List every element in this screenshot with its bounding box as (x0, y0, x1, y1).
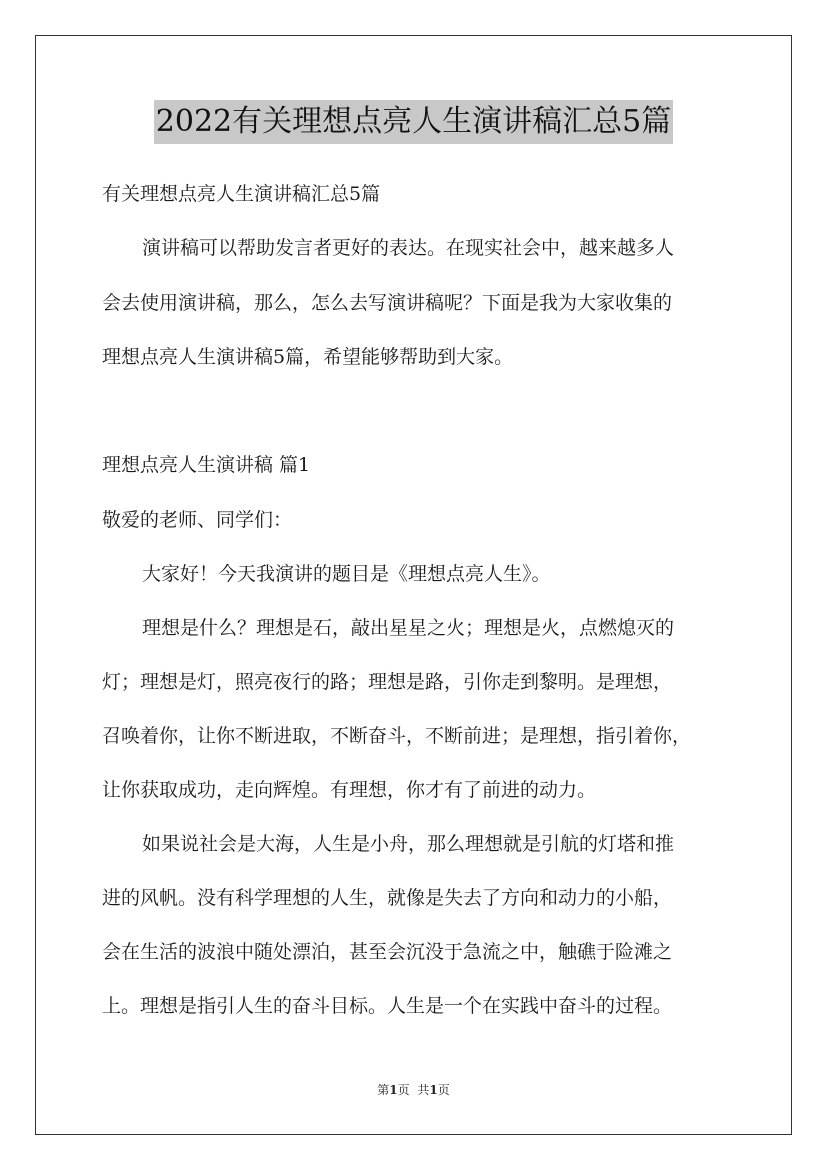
footer-total-prefix: 共 (417, 1083, 430, 1097)
body-line-8: 会在生活的波浪中随处漂泊，甚至会沉没于急流之中，触礁于险滩之 (102, 941, 673, 963)
document-title: 2022有关理想点亮人生演讲稿汇总5篇 (154, 100, 673, 144)
intro-line-2: 会去使用演讲稿，那么，怎么去写演讲稿呢？下面是我为大家收集的 (102, 292, 673, 314)
body-line-5: 让你获取成功，走向辉煌。有理想，你才有了前进的动力。 (102, 779, 597, 801)
footer-total-suffix: 页 (437, 1083, 450, 1097)
footer-page-prefix: 第 (377, 1083, 390, 1097)
body-line-6: 如果说社会是大海，人生是小舟，那么理想就是引航的灯塔和推 (142, 833, 675, 855)
page-footer (0, 1082, 827, 1098)
footer-page-suffix: 页 (397, 1083, 410, 1097)
body-line-3: 灯；理想是灯，照亮夜行的路；理想是路，引你走到黎明。是理想， (102, 671, 673, 693)
body-line-1: 大家好！今天我演讲的题目是《理想点亮人生》。 (142, 563, 551, 585)
body-line-4: 召唤着你，让你不断进取，不断奋斗，不断前进；是理想，指引着你， (102, 725, 692, 747)
body-line-9: 上。理想是指引人生的奋斗目标。人生是一个在实践中奋斗的过程。 (102, 995, 673, 1017)
footer-page-number: 1 (389, 1083, 398, 1097)
intro-line-3: 理想点亮人生演讲稿5篇，希望能够帮助到大家。 (102, 346, 514, 368)
body-line-2: 理想是什么？理想是石，敲出星星之火；理想是火，点燃熄灭的 (142, 617, 675, 639)
document-subtitle: 有关理想点亮人生演讲稿汇总5篇 (102, 183, 381, 205)
section-heading: 理想点亮人生演讲稿 篇1 (102, 454, 311, 476)
intro-line-1: 演讲稿可以帮助发言者更好的表达。在现实社会中，越来越多人 (142, 237, 675, 259)
body-line-7: 进的风帆。没有科学理想的人生，就像是失去了方向和动力的小船， (102, 887, 673, 909)
title-container (0, 100, 827, 144)
footer-total-number: 1 (429, 1083, 438, 1097)
greeting: 敬爱的老师、同学们： (102, 509, 293, 531)
